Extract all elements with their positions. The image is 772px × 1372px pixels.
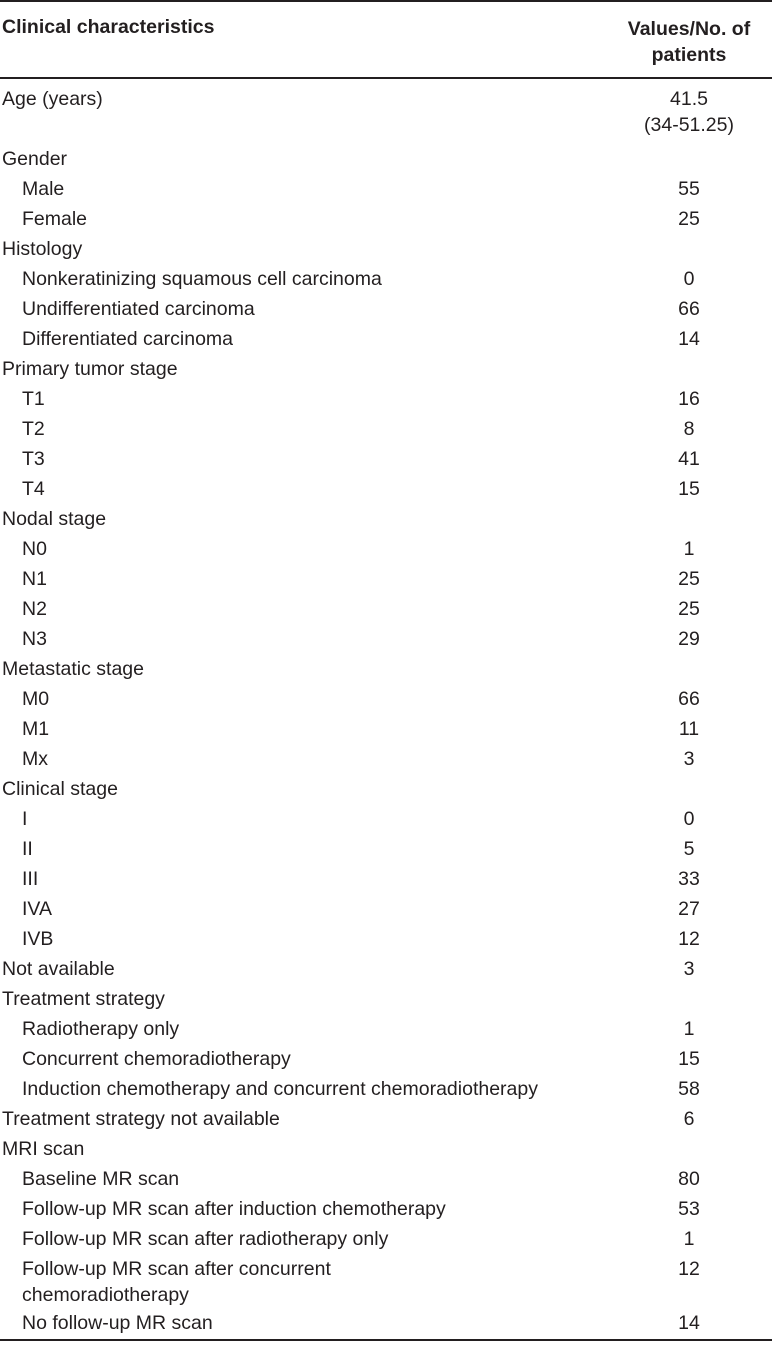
row-value-text: 14	[678, 1312, 700, 1334]
table-row	[0, 1076, 772, 1106]
table-row	[0, 1106, 772, 1136]
category-label	[0, 656, 590, 686]
row-value-text: 5	[683, 838, 695, 860]
category-label	[0, 956, 590, 986]
row-value	[590, 1310, 772, 1340]
row-label	[0, 476, 590, 506]
row-value-text: 55	[678, 178, 700, 200]
category-label	[0, 776, 590, 806]
row-value-text: 0	[683, 268, 695, 290]
row-value	[590, 1166, 772, 1196]
row-value	[590, 1046, 772, 1076]
row-value	[590, 356, 772, 386]
row-label-text: II	[22, 838, 33, 860]
row-label	[0, 1016, 590, 1046]
row-value-text: 25	[678, 598, 700, 620]
table-row	[0, 1196, 772, 1226]
row-value	[590, 686, 772, 716]
table-header	[0, 1, 772, 78]
row-value	[590, 1076, 772, 1106]
table-row	[0, 1136, 772, 1166]
row-label-text: III	[22, 868, 39, 890]
row-value-text: 41.5	[670, 88, 708, 110]
category-label	[0, 986, 590, 1016]
table-row	[0, 476, 772, 506]
row-value	[590, 626, 772, 656]
row-label-text: Gender	[2, 148, 68, 170]
row-value	[590, 776, 772, 806]
row-label-text: Clinical stage	[2, 778, 118, 800]
row-label	[0, 1046, 590, 1076]
row-value-text: 3	[683, 958, 695, 980]
row-value-text: 27	[678, 898, 700, 920]
table-row	[0, 386, 772, 416]
row-value	[590, 296, 772, 326]
row-label	[0, 386, 590, 416]
row-label-text: Female	[22, 208, 88, 230]
table-row	[0, 296, 772, 326]
table-row	[0, 416, 772, 446]
table-row	[0, 626, 772, 656]
table-row	[0, 926, 772, 956]
row-label-text: Treatment strategy	[2, 988, 165, 1010]
table-row	[0, 956, 772, 986]
table-row	[0, 1016, 772, 1046]
row-label-text: T1	[22, 388, 45, 410]
category-label	[0, 1136, 590, 1166]
table-row	[0, 446, 772, 476]
table-row	[0, 1046, 772, 1076]
row-value	[590, 146, 772, 176]
row-label-text: Age (years)	[2, 88, 103, 110]
row-value-text: 14	[678, 328, 700, 350]
table-row	[0, 1256, 772, 1310]
row-label-text: N2	[22, 598, 47, 620]
row-label	[0, 866, 590, 896]
row-value-text: 41	[678, 448, 700, 470]
row-label-text: T3	[22, 448, 45, 470]
row-value-text: 16	[678, 388, 700, 410]
table-row	[0, 146, 772, 176]
table-row	[0, 776, 772, 806]
row-label-text: Not available	[2, 958, 115, 980]
row-value-text: 15	[678, 478, 700, 500]
row-value-text: 1	[683, 538, 695, 560]
row-value-text: 80	[678, 1168, 700, 1190]
table-row	[0, 78, 772, 146]
row-value-text: 25	[678, 568, 700, 590]
row-value	[590, 716, 772, 746]
row-value	[590, 1106, 772, 1136]
row-value	[590, 896, 772, 926]
row-value-text: 33	[678, 868, 700, 890]
table-row	[0, 656, 772, 686]
row-label	[0, 1166, 590, 1196]
row-label-text: N0	[22, 538, 47, 560]
table-row	[0, 806, 772, 836]
table-row	[0, 1166, 772, 1196]
table-row	[0, 896, 772, 926]
row-label	[0, 806, 590, 836]
row-label	[0, 446, 590, 476]
row-label	[0, 1256, 590, 1310]
row-label	[0, 1196, 590, 1226]
category-label	[0, 146, 590, 176]
row-value-text: 6	[683, 1108, 695, 1130]
table-row	[0, 1226, 772, 1256]
row-value	[590, 1196, 772, 1226]
row-value-text: 15	[678, 1048, 700, 1070]
row-value	[590, 956, 772, 986]
row-value-text: 8	[683, 418, 695, 440]
row-label-text: T2	[22, 418, 45, 440]
row-label	[0, 926, 590, 956]
header-clinical-characteristics: Clinical characteristics	[2, 16, 215, 38]
row-value	[590, 926, 772, 956]
row-value	[590, 1226, 772, 1256]
row-value-text: 12	[678, 928, 700, 950]
row-value	[590, 416, 772, 446]
row-label-text: Follow-up MR scan after induction chemotherapy	[22, 1198, 446, 1220]
row-label-text: Mx	[22, 748, 48, 770]
row-value	[590, 506, 772, 536]
row-value	[590, 1016, 772, 1046]
table-body	[0, 78, 772, 1340]
table-row	[0, 836, 772, 866]
row-value-text: 0	[683, 808, 695, 830]
row-label-text: No follow-up MR scan	[22, 1312, 213, 1334]
row-value-text: 53	[678, 1198, 700, 1220]
table-row	[0, 686, 772, 716]
row-label-text: Follow-up MR scan after concurrent	[22, 1258, 331, 1280]
row-value-text: 58	[678, 1078, 700, 1100]
row-label-text: IVA	[22, 898, 52, 920]
row-value	[590, 236, 772, 266]
row-value-text: 25	[678, 208, 700, 230]
row-label	[0, 176, 590, 206]
category-label	[0, 78, 590, 146]
row-label	[0, 566, 590, 596]
row-label	[0, 326, 590, 356]
row-label-text: Nonkeratinizing squamous cell carcinoma	[22, 268, 382, 290]
header-values-line1: Values/No. of	[627, 18, 751, 40]
row-value	[590, 866, 772, 896]
row-value	[590, 1136, 772, 1166]
row-label	[0, 626, 590, 656]
row-value-text: 11	[678, 718, 700, 740]
row-label-text: Concurrent chemoradiotherapy	[22, 1048, 291, 1070]
row-label-text: N3	[22, 628, 47, 650]
row-value	[590, 986, 772, 1016]
table-row	[0, 356, 772, 386]
row-label-text: I	[22, 808, 28, 830]
row-label-text: Induction chemotherapy and concurrent chemoradiotherapy	[22, 1078, 538, 1100]
table-row	[0, 206, 772, 236]
row-label-text: M1	[22, 718, 50, 740]
row-label	[0, 836, 590, 866]
row-value-text: 3	[683, 748, 695, 770]
table-row	[0, 236, 772, 266]
row-label	[0, 416, 590, 446]
table-row	[0, 326, 772, 356]
row-value	[590, 476, 772, 506]
category-label	[0, 356, 590, 386]
row-label	[0, 1226, 590, 1256]
row-value	[590, 746, 772, 776]
table-row	[0, 596, 772, 626]
category-label	[0, 506, 590, 536]
row-value	[590, 176, 772, 206]
table-row	[0, 176, 772, 206]
row-label-text: Metastatic stage	[2, 658, 144, 680]
row-value-text-continued: (34-51.25)	[644, 114, 734, 136]
table-row	[0, 716, 772, 746]
row-label-text: Male	[22, 178, 65, 200]
row-value	[590, 566, 772, 596]
row-label	[0, 296, 590, 326]
row-label	[0, 206, 590, 236]
table-row	[0, 986, 772, 1016]
row-label	[0, 716, 590, 746]
row-value	[590, 596, 772, 626]
row-value	[590, 326, 772, 356]
table-row	[0, 266, 772, 296]
table-row	[0, 536, 772, 566]
row-value	[590, 836, 772, 866]
row-value-text: 1	[683, 1228, 695, 1250]
row-value-text: 12	[678, 1258, 700, 1280]
row-value	[590, 1256, 772, 1310]
row-label-text: Radiotherapy only	[22, 1018, 180, 1040]
row-label-text: MRI scan	[2, 1138, 85, 1160]
row-label-text: Nodal stage	[2, 508, 107, 530]
row-label-text: Treatment strategy not available	[2, 1108, 280, 1130]
row-value	[590, 446, 772, 476]
row-value-text: 66	[678, 688, 700, 710]
row-label-text: T4	[22, 478, 45, 500]
row-label	[0, 536, 590, 566]
row-label	[0, 1076, 590, 1106]
category-label	[0, 236, 590, 266]
row-value	[590, 266, 772, 296]
row-value	[590, 806, 772, 836]
row-label	[0, 746, 590, 776]
row-label	[0, 686, 590, 716]
row-label-text: Histology	[2, 238, 83, 260]
row-value-text: 1	[683, 1018, 695, 1040]
row-label-text: Undifferentiated carcinoma	[22, 298, 255, 320]
row-label-text: Differentiated carcinoma	[22, 328, 233, 350]
table-row	[0, 566, 772, 596]
row-label-text: Follow-up MR scan after radiotherapy only	[22, 1228, 389, 1250]
row-label	[0, 1310, 590, 1340]
row-label	[0, 596, 590, 626]
row-value	[590, 386, 772, 416]
table-row	[0, 1310, 772, 1340]
row-label-text: M0	[22, 688, 50, 710]
row-value	[590, 206, 772, 236]
row-value	[590, 536, 772, 566]
header-values-line2: patients	[651, 44, 727, 66]
row-value	[590, 656, 772, 686]
row-label	[0, 266, 590, 296]
category-label	[0, 1106, 590, 1136]
row-label-text-continued: chemoradiotherapy	[22, 1284, 189, 1306]
row-label	[0, 896, 590, 926]
row-value	[590, 78, 772, 146]
table-row	[0, 866, 772, 896]
row-value-text: 66	[678, 298, 700, 320]
header-values	[590, 1, 772, 78]
table-row	[0, 506, 772, 536]
table-row	[0, 746, 772, 776]
row-label-text: Baseline MR scan	[22, 1168, 180, 1190]
row-label-text: Primary tumor stage	[2, 358, 178, 380]
row-label-text: N1	[22, 568, 47, 590]
row-label-text: IVB	[22, 928, 54, 950]
row-value-text: 29	[678, 628, 700, 650]
